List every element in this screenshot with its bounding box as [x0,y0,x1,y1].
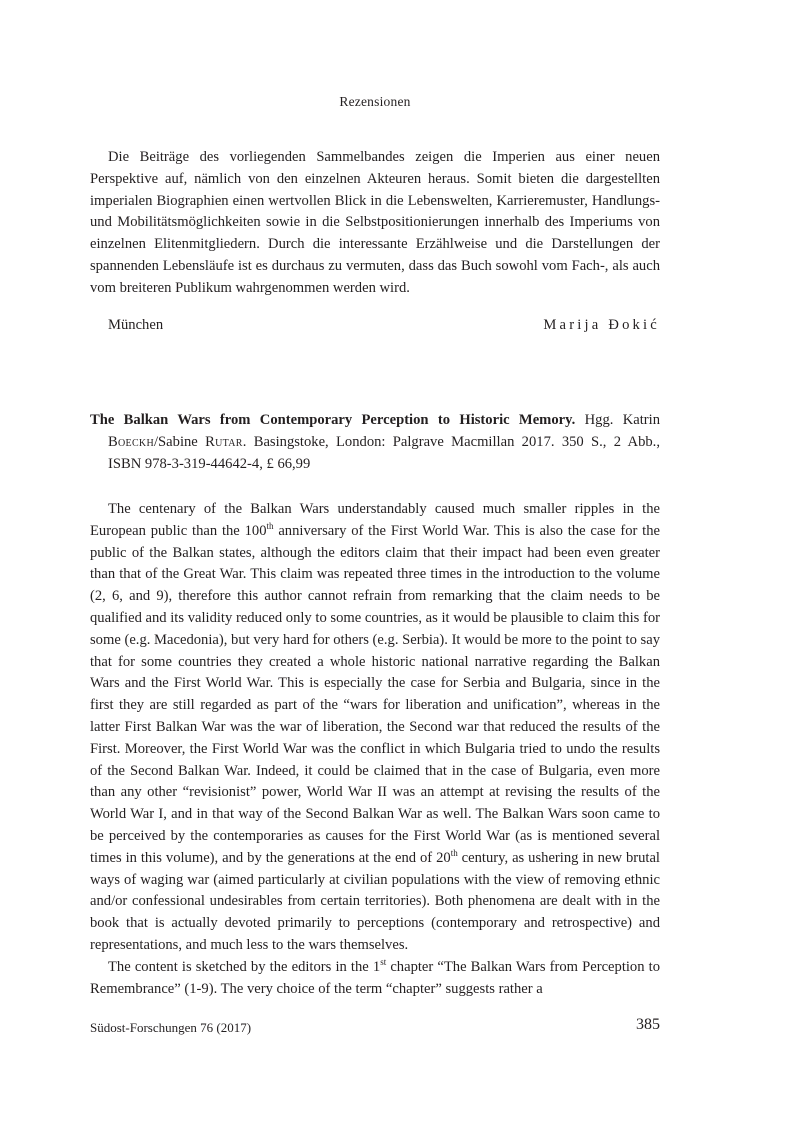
p1-text-1: The centenary of the Balkan Wars understandably caused much smaller ripples in the European public than the 100 [90,501,660,539]
document-page [90,0,660,1129]
p2-text-2: chapter “The Balkan Wars from Perception to Remembrance” (1-9). The very choice of the term “chapter” suggests rather a [90,959,661,997]
p2-superscript-1: st [380,957,387,968]
signature-place: München [108,317,164,333]
editor1-surname: Boeckh [108,433,154,450]
p2-text-1: The content is sketched by the editors in the 1 [108,959,381,975]
editor2-surname: Rutar [205,433,243,450]
editors-prefix: Hgg. Katrin [584,412,661,428]
publication-details: . Basingstoke, London: Palgrave Macmillan 2017. 350 S., 2 Abb., ISBN 978-3-319-44642-4, £ 66,99 [108,433,660,472]
editor2-given-name: Sabine [158,433,198,450]
book-title: The Balkan Wars from Contemporary Perception to Historic Memory. [90,412,576,428]
running-head: Rezensionen [339,94,411,109]
signature-author: Marija Đokić [543,317,660,333]
footer-journal: Südost-Forschungen 76 (2017) [90,1020,252,1035]
review1-closing-paragraph: Die Beiträge des vorliegenden Sammelbandes zeigen die Imperien aus einer neuen Perspektive auf, nämlich von den einzelnen Akteuren heraus. Somit bieten die dargestellten imperialen Biographien einen wertvollen Blick in die Lebenswelten, Karrieremuster, Handlungs- und Mobilitätsmöglichkeiten sowie in die Selbstpositionierungen innerhalb des Imperiums von einzelnen Elitenmitgliedern. Durch die interessante Erzählweise und die Darstellungen der spannenden Lebensläufe ist es durchaus zu vermuten, dass das Buch sowohl vom Fach-, als auch vom breiteren Publikum wahrgenommen werden wird. [90,149,660,296]
p1-superscript-2: th [450,847,458,858]
review2-paragraph-2 [90,957,660,1001]
p1-text-2: anniversary of the First World War. This is also the case for the public of the Balkan states, although the editors claim that their impact had been even greater than that of the Great War. This claim was repeated three times in the introduction to the volume (2, 6, and 9), therefore this author cannot refrain from remarking that the claim needs to be qualified and its validity reduced only to some countries, as it would be plausible to claim this for some (e.g. Macedonia), but very hard for others (e.g. Serbia). It would be more to the point to say that for some countries they created a whole historic national narrative regarding the Balkan Wars and the First World War. This is especially the case for Serbia and Bulgaria, since in the first they are still regarded as part of the “wars for liberation and unification”, whereas in the latter First Balkan War was the war of liberation, the Second war that reduced the results of the First. Moreover, the First World War was the conflict in which Bulgaria tried to undo the results of the Second Balkan War. Indeed, it could be claimed that in the case of Bulgaria, even more than any other “revisionist” power, World War II was an attempt at revising the results of the World War I, and in that way of the Second Balkan War as well. The Balkan Wars soon came to be perceived by the contemporaries as causes for the First World War (as is mentioned several times in this volume), and by the generations at the end of 20 [90,522,660,866]
review2-bibliographic-entry [90,410,660,475]
page-number: 385 [636,1016,660,1033]
p1-text-3: century, as ushering in new brutal ways of waging war (aimed particularly at civilian populations with the view of removing ethnic and/or confessional undesirables from certain territories). Both phenomena are dealt with in the book that is actually devoted primarily to perceptions (contemporary and retrospective) and representations, and much less to the wars themselves. [90,849,660,953]
p1-superscript-1: th [266,520,274,531]
review2-paragraph-1 [90,499,660,957]
editor-separator: / [153,433,159,450]
